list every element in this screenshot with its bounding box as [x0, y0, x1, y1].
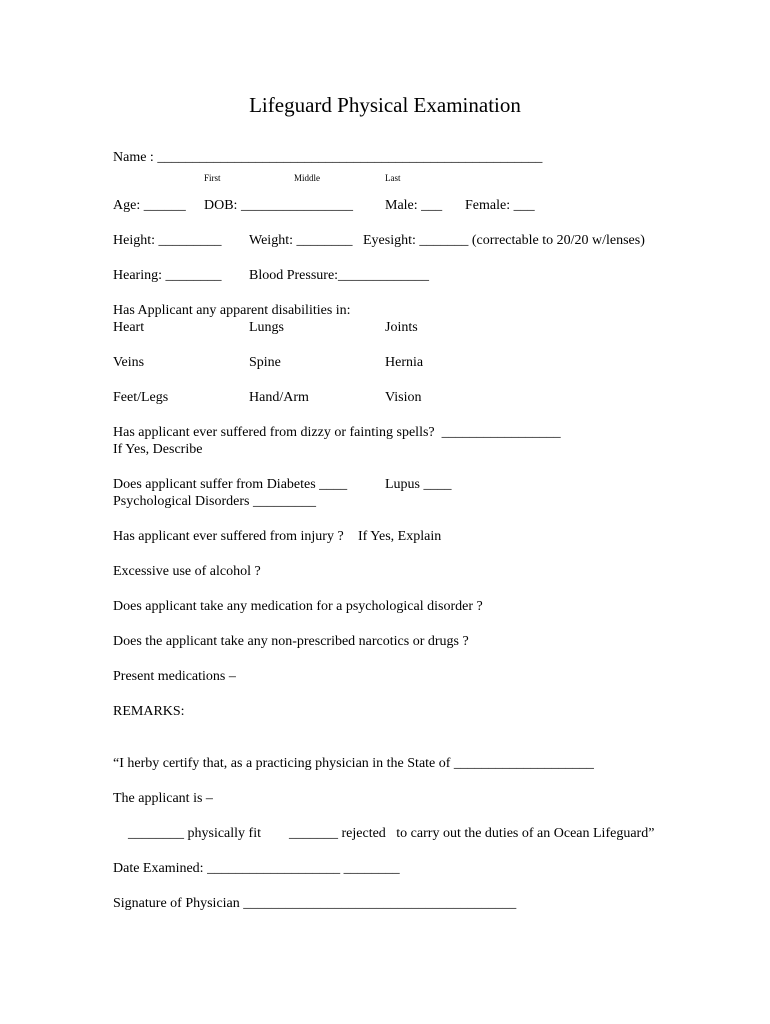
disabilities-question-row: [0, 302, 770, 320]
dizzy-describe-row: [0, 441, 770, 459]
height-field[interactable]: Height: _________: [113, 233, 222, 248]
male-field[interactable]: Male: ___: [385, 198, 443, 213]
dizzy-if-yes-label: If Yes, Describe: [113, 442, 203, 457]
name-sublabels: [0, 169, 770, 187]
vision-label: Vision: [385, 390, 422, 405]
signature-field[interactable]: Signature of Physician _______________________________________: [113, 896, 517, 911]
heart-label: Heart: [113, 320, 145, 335]
disabilities-row-1: [0, 319, 770, 337]
eyesight-field[interactable]: Eyesight: _______ (correctable to 20/20 w/lenses): [363, 233, 645, 248]
form-title: Lifeguard Physical Examination: [249, 93, 521, 117]
alcohol-question: Excessive use of alcohol ?: [113, 564, 261, 579]
injury-if-yes-label: If Yes, Explain: [358, 529, 442, 544]
name-field[interactable]: Name : _______________________________________________________: [113, 150, 543, 165]
remarks-label: REMARKS:: [113, 704, 185, 719]
middle-name-label: Middle: [294, 173, 320, 183]
date-examined-field[interactable]: Date Examined: ___________________ ________: [113, 861, 400, 876]
disabilities-row-2: [0, 354, 770, 372]
psych-medication-row: [0, 598, 770, 616]
diabetes-row: [0, 476, 770, 494]
certify-row: [0, 755, 770, 773]
applicant-is-row: [0, 790, 770, 808]
first-name-label: First: [204, 173, 221, 183]
rejected-field[interactable]: _______ rejected to carry out the duties of an Ocean Lifeguard”: [289, 826, 655, 841]
hearing-row: [0, 267, 770, 285]
narcotics-question: Does the applicant take any non-prescribed narcotics or drugs ?: [113, 634, 469, 649]
name-row: [0, 149, 770, 167]
hand-arm-label: Hand/Arm: [249, 390, 309, 405]
certify-statement[interactable]: “I herby certify that, as a practicing physician in the State of ____________________: [113, 756, 594, 771]
date-examined-row: [0, 860, 770, 878]
alcohol-row: [0, 563, 770, 581]
applicant-is-label: The applicant is –: [113, 791, 213, 806]
lupus-field[interactable]: Lupus ____: [385, 477, 452, 492]
demographics-row: [0, 197, 770, 215]
psych-disorders-field[interactable]: Psychological Disorders _________: [113, 494, 316, 509]
hernia-label: Hernia: [385, 355, 424, 370]
weight-field[interactable]: Weight: ________: [249, 233, 353, 248]
psych-medication-question: Does applicant take any medication for a psychological disorder ?: [113, 599, 483, 614]
injury-question: Has applicant ever suffered from injury ?: [113, 529, 344, 544]
physically-fit-field[interactable]: ________ physically fit: [128, 826, 261, 841]
diabetes-field[interactable]: Does applicant suffer from Diabetes ____: [113, 477, 348, 492]
hearing-field[interactable]: Hearing: ________: [113, 268, 222, 283]
present-medications-row: [0, 668, 770, 686]
lungs-label: Lungs: [249, 320, 284, 335]
disabilities-question: Has Applicant any apparent disabilities in:: [113, 303, 351, 318]
measurements-row: [0, 232, 770, 250]
blood-pressure-field[interactable]: Blood Pressure:_____________: [249, 268, 430, 283]
remarks-row: [0, 703, 770, 721]
psych-disorders-row: [0, 493, 770, 511]
fit-rejected-row: [0, 825, 770, 843]
dizzy-question[interactable]: Has applicant ever suffered from dizzy or fainting spells? _________________: [113, 425, 561, 440]
feet-legs-label: Feet/Legs: [113, 390, 169, 405]
narcotics-row: [0, 633, 770, 651]
last-name-label: Last: [385, 173, 401, 183]
dob-field[interactable]: DOB: ________________: [204, 198, 353, 213]
joints-label: Joints: [385, 320, 418, 335]
age-field[interactable]: Age: ______: [113, 198, 186, 213]
veins-label: Veins: [113, 355, 145, 370]
female-field[interactable]: Female: ___: [465, 198, 535, 213]
present-medications-label: Present medications –: [113, 669, 236, 684]
injury-row: [0, 528, 770, 546]
spine-label: Spine: [249, 355, 281, 370]
signature-row: [0, 895, 770, 913]
disabilities-row-3: [0, 389, 770, 407]
dizzy-row: [0, 424, 770, 442]
